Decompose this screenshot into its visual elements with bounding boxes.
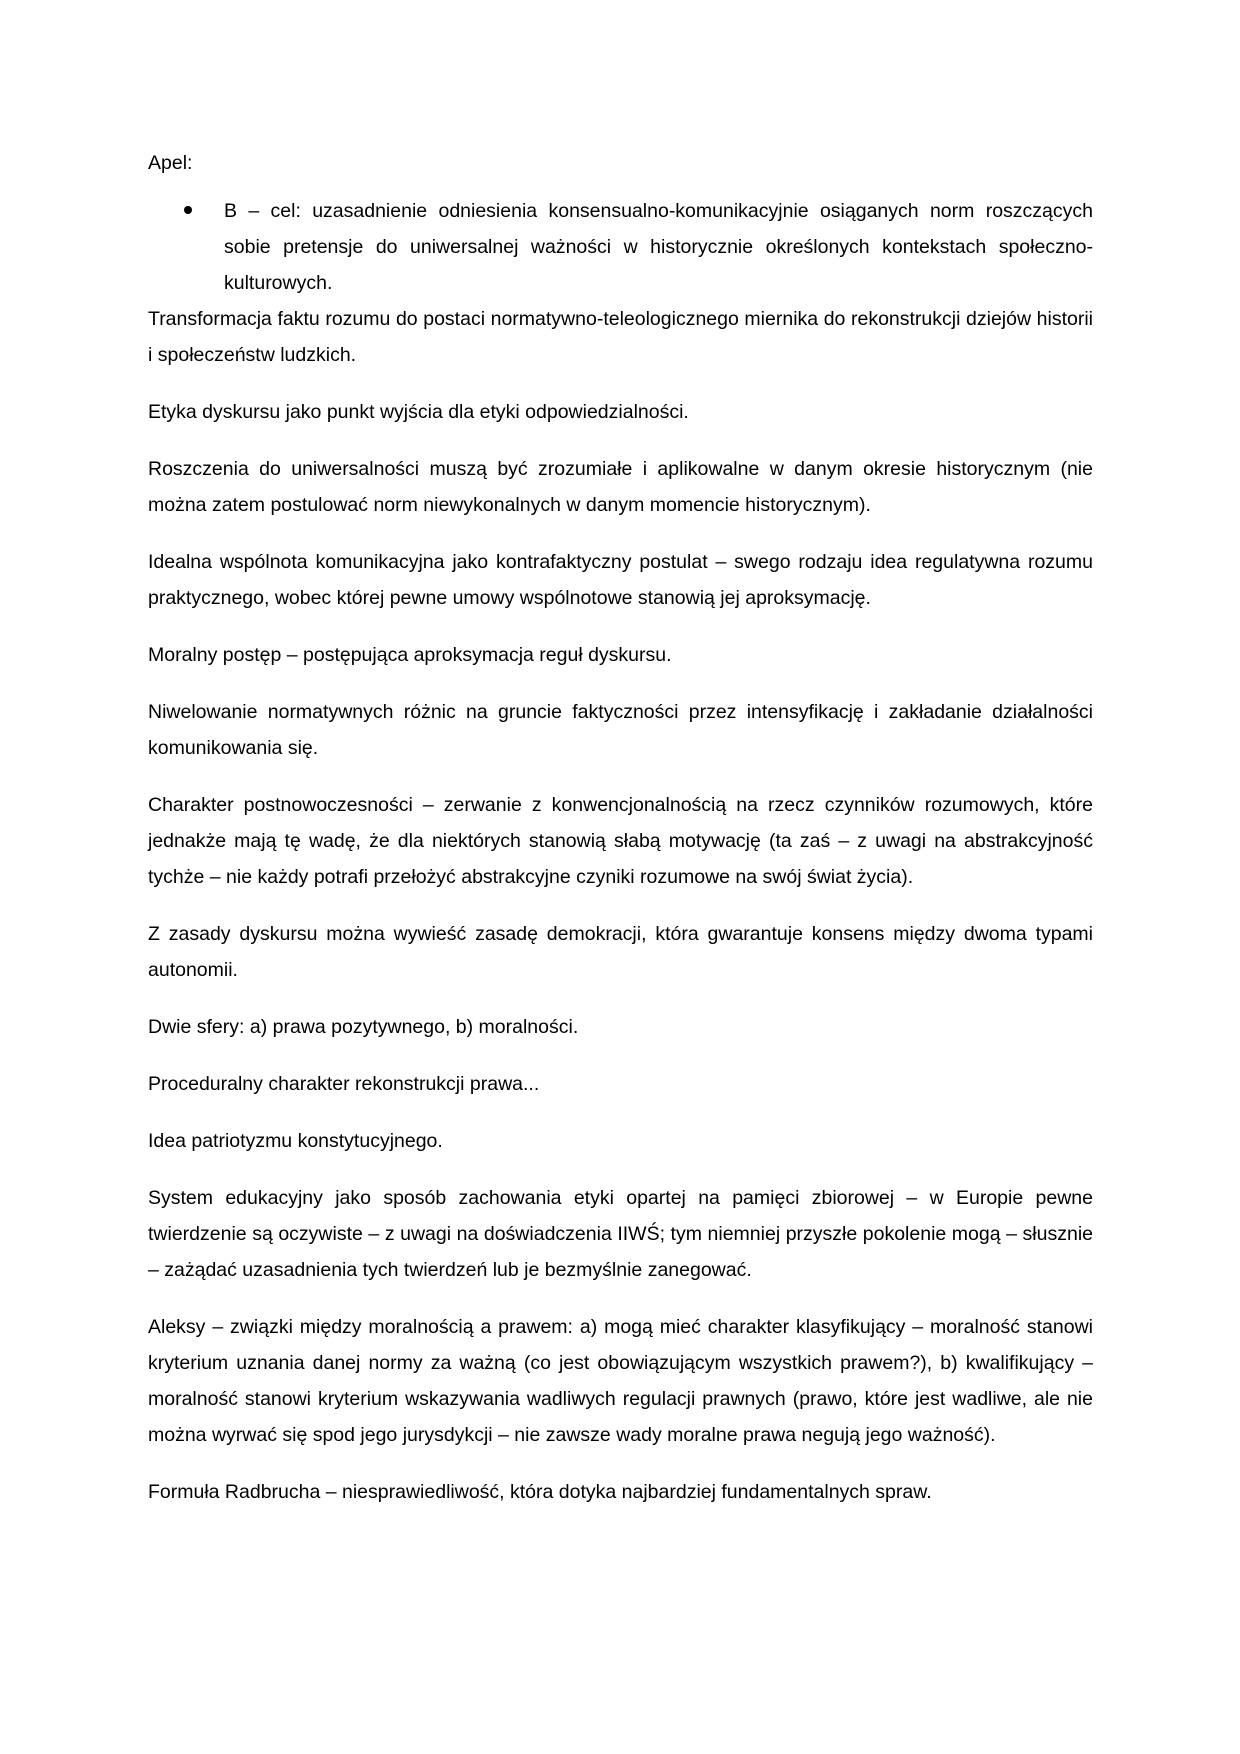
- paragraph-12: System edukacyjny jako sposób zachowania etyki opartej na pamięci zbiorowej – w Europie pewne twierdzenie są oczywiste – z uwagi na doświadczenia IIWŚ; tym niemniej przyszłe pokolenie mogą – słusznie – zażądać uzasadnienia tych twierdzeń lub je bezmyślnie zanegować.: [148, 1187, 1093, 1281]
- bullet-text: B – cel: uzasadnienie odniesienia konsensualno-komunikacyjnie osiąganych norm roszczących sobie pretensje do uniwersalnej ważności w historycznie określonych kontekstach społeczno-kulturowych.: [224, 200, 1093, 294]
- paragraph-2: Etyka dyskursu jako punkt wyjścia dla etyki odpowiedzialności.: [148, 401, 689, 423]
- document-body: [148, 145, 1093, 1510]
- paragraph-8: Z zasady dyskursu można wywieść zasadę demokracji, która gwarantuje konsens między dwoma typami autonomii.: [148, 923, 1093, 981]
- bullet-dot-icon: [184, 206, 192, 214]
- section-heading: Apel:: [148, 152, 193, 174]
- paragraph-11: Idea patriotyzmu konstytucyjnego.: [148, 1130, 443, 1152]
- paragraph-13: Aleksy – związki między moralnością a prawem: a) mogą mieć charakter klasyfikujący – moralność stanowi kryterium uznania danej normy za ważną (co jest obowiązującym wszystkich prawem?), b) kwalifikujący – moralność stanowi kryterium wskazywania wadliwych regulacji prawnych (prawo, które jest wadliwe, ale nie można wyrwać się spod jego jurysdykcji – nie zawsze wady moralne prawa negują jego ważność).: [148, 1316, 1093, 1446]
- paragraph-9: Dwie sfery: a) prawa pozytywnego, b) moralności.: [148, 1016, 579, 1038]
- paragraph-7: Charakter postnowoczesności – zerwanie z konwencjonalnością na rzecz czynników rozumowych, które jednakże mają tę wadę, że dla niektórych stanowią słabą motywację (ta zaś – z uwagi na abstrakcyjność tychże – nie każdy potrafi przełożyć abstrakcyjne czyniki rozumowe na swój świat życia).: [148, 794, 1093, 888]
- paragraph-14: Formuła Radbrucha – niesprawiedliwość, która dotyka najbardziej fundamentalnych spraw.: [148, 1481, 932, 1503]
- paragraph-10: Proceduralny charakter rekonstrukcji prawa...: [148, 1073, 540, 1095]
- paragraph-1: Transformacja faktu rozumu do postaci normatywno-teleologicznego miernika do rekonstrukcji dziejów historii i społeczeństw ludzkich.: [148, 308, 1093, 366]
- paragraph-5: Moralny postęp – postępująca aproksymacja reguł dyskursu.: [148, 644, 672, 666]
- paragraph-6: Niwelowanie normatywnych różnic na gruncie faktyczności przez intensyfikację i zakładanie działalności komunikowania się.: [148, 701, 1093, 759]
- bullet-list: [148, 193, 1093, 301]
- paragraph-3: Roszczenia do uniwersalności muszą być zrozumiałe i aplikowalne w danym okresie historycznym (nie można zatem postulować norm niewykonalnych w danym momencie historycznym).: [148, 458, 1093, 516]
- bullet-item: [148, 193, 1093, 301]
- paragraph-4: Idealna wspólnota komunikacyjna jako kontrafaktyczny postulat – swego rodzaju idea regulatywna rozumu praktycznego, wobec której pewne umowy wspólnotowe stanowią jej aproksymację.: [148, 551, 1093, 609]
